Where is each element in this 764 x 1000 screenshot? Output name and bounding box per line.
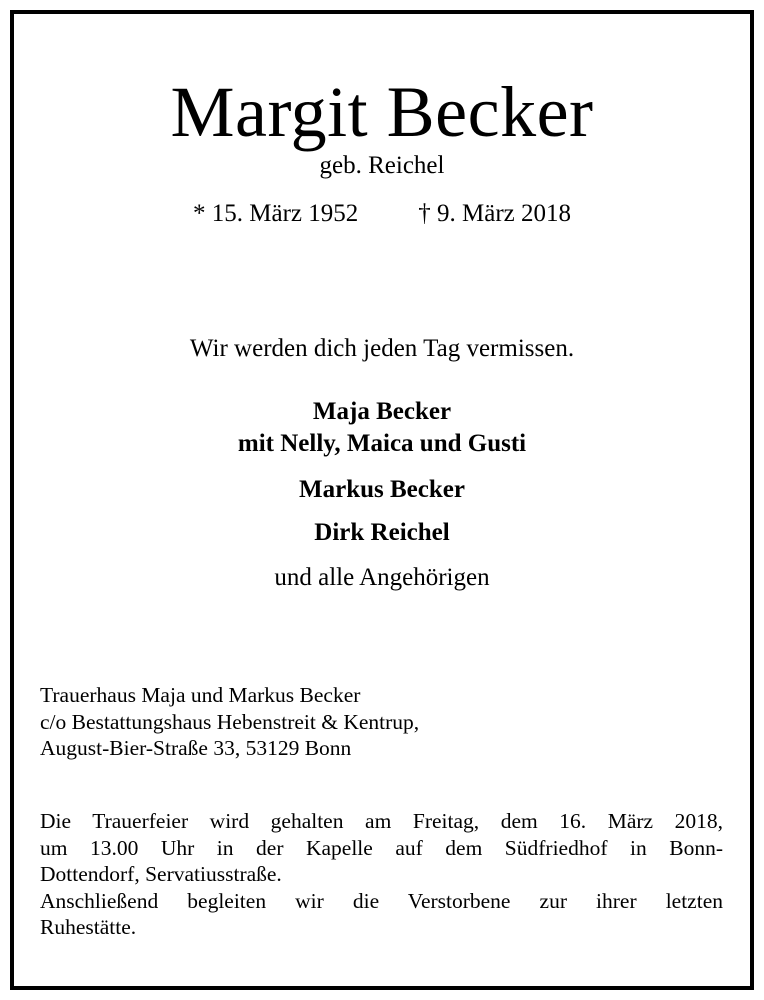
maiden-name: geb. Reichel [319,152,445,179]
motto: Wir werden dich jeden Tag vermissen. [189,335,575,362]
address-line: August-Bier-Straße 33, 53129 Bonn [40,736,352,760]
mourning-address [40,682,419,762]
service-line: Die Trauerfeier wird gehalten am Freitag, dem 16. März 2018, [40,809,723,833]
birth-date: * 15. März 1952 [193,200,359,227]
service-line: um 13.00 Uhr in der Kapelle auf dem Südfriedhof in Bonn- [40,835,723,860]
service-line: Ruhestätte. [40,915,137,939]
deceased-name: Margit Becker [170,72,594,152]
service-line: Anschließend begleiten wir die Verstorbene zur ihrer letzten [40,888,723,913]
death-date: † 9. März 2018 [418,200,571,227]
other-relatives: und alle Angehörigen [274,564,490,591]
funeral-service-info [40,808,723,941]
life-dates [0,199,764,229]
service-line: Dottendorf, Servatiusstraße. [40,862,282,886]
mourner-name: Markus Becker [299,476,465,503]
mourner-name: mit Nelly, Maica und Gusti [237,430,527,457]
mourner-name: Maja Becker [312,398,452,425]
address-line: c/o Bestattungshaus Hebenstreit & Kentrup, [40,709,420,734]
mourner-name: Dirk Reichel [314,519,450,546]
address-line: Trauerhaus Maja und Markus Becker [40,683,361,707]
